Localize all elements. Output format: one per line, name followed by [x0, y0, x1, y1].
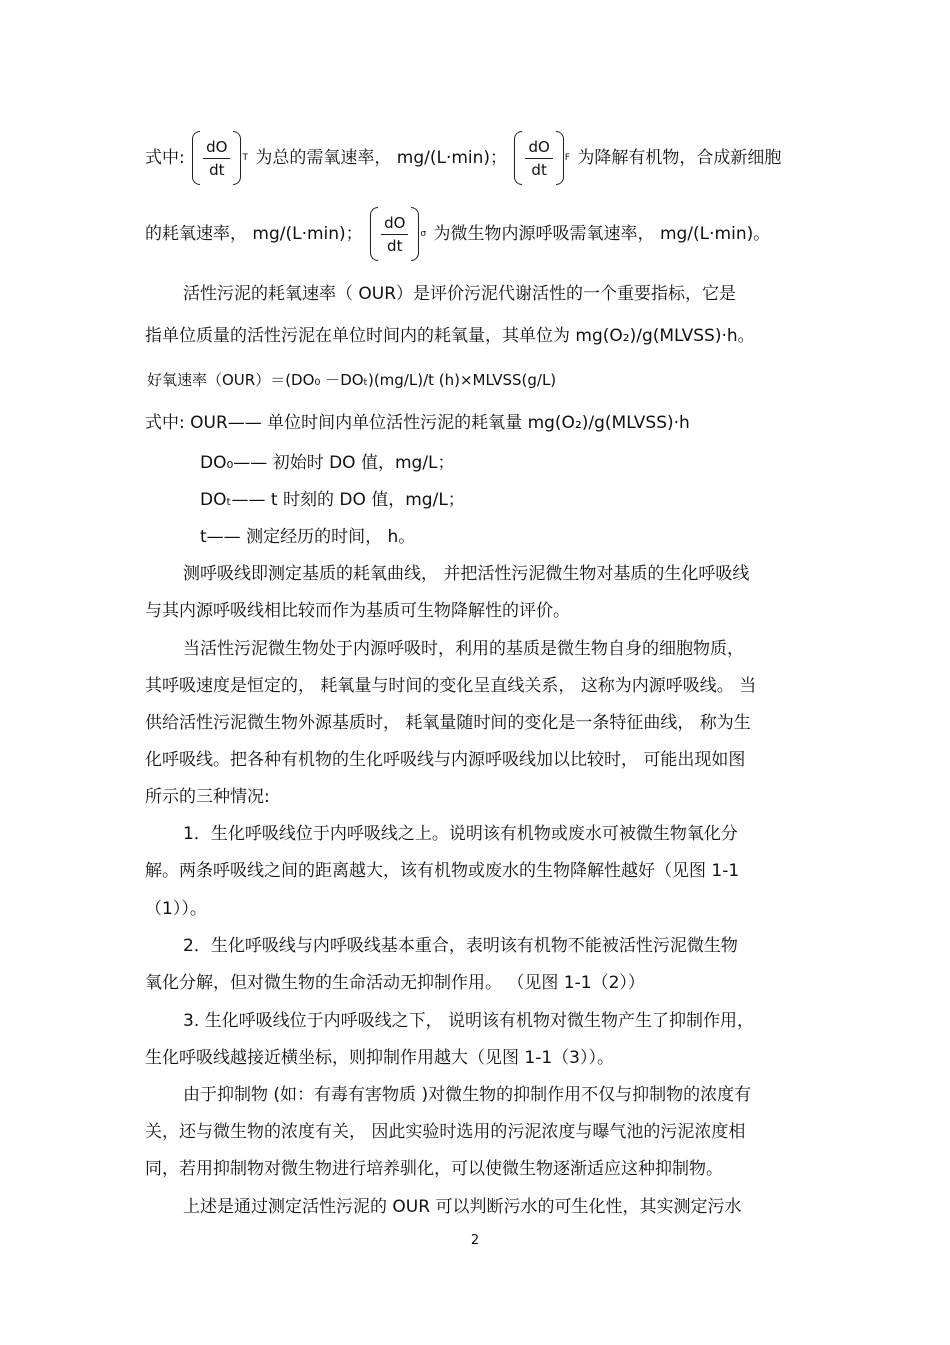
- fraction-numerator: dO: [525, 136, 552, 159]
- definition-line: t—— 测定经历的时间， h。: [200, 527, 416, 547]
- fraction-denominator: dt: [209, 160, 225, 179]
- fraction-numerator: dO: [203, 136, 230, 159]
- fraction-dO-dt-T: [192, 128, 248, 188]
- paragraph-line: 关，还与微生物的浓度有关， 因此实验时选用的污泥浓度与曝气池的污泥浓度相: [145, 1122, 746, 1142]
- paragraph-line: 化呼吸线。把各种有机物的生化呼吸线与内源呼吸线加以比较时， 可能出现如图: [145, 750, 746, 770]
- list-item-line: 1．生化呼吸线位于内呼吸线之上。说明该有机物或废水可被微生物氧化分: [183, 824, 738, 844]
- our-formula: 好氧速率（OUR）＝(DO₀ －DOₜ)(mg/L)/t (h)×MLVSS(g/L): [147, 371, 557, 389]
- paragraph-line: 活性污泥的耗氧速率（ OUR）是评价污泥代谢活性的一个重要指标，它是: [183, 284, 737, 304]
- paragraph-line: 指单位质量的活性污泥在单位时间内的耗氧量，其单位为 mg(O₂)/g(MLVSS)·h。: [145, 326, 755, 346]
- fraction-denominator: dt: [387, 236, 403, 255]
- list-item-line: 氧化分解，但对微生物的生命活动无抑制作用。 （见图 1-1（2））: [145, 973, 645, 993]
- paragraph-line: 其呼吸速度是恒定的， 耗氧量与时间的变化呈直线关系， 这称为内源呼吸线。 当: [145, 676, 757, 696]
- formula-note-line-1: [145, 128, 805, 188]
- note-text: 的耗氧速率， mg/(L·min)；: [145, 224, 363, 244]
- note-text: 为微生物内源呼吸需氧速率， mg/(L·min)。: [433, 224, 771, 244]
- note-prefix: 式中:: [145, 148, 185, 168]
- definition-line: 式中: OUR—— 单位时间内单位活性污泥的耗氧量 mg(O₂)/g(MLVSS)·h: [145, 413, 690, 433]
- paragraph-line: 所示的三种情况:: [145, 787, 270, 807]
- list-item-line: 生化呼吸线越接近横坐标，则抑制作用越大（见图 1-1（3））。: [145, 1048, 614, 1068]
- formula-note-line-2: [145, 204, 805, 264]
- fraction-numerator: dO: [381, 212, 408, 235]
- list-item-line: （1））。: [145, 899, 207, 919]
- list-item-line: 3. 生化呼吸线位于内呼吸线之下， 说明该有机物对微生物产生了抑制作用，: [183, 1011, 755, 1031]
- fraction-subscript: T: [242, 153, 248, 163]
- fraction-dO-dt-F: [514, 128, 570, 188]
- page-number: 2: [470, 1233, 480, 1248]
- paragraph-line: 由于抑制物 (如：有毒有害物质 )对微生物的抑制作用不仅与抑制物的浓度有: [183, 1085, 752, 1105]
- fraction-subscript: F: [564, 153, 570, 163]
- paragraph-line: 测呼吸线即测定基质的耗氧曲线， 并把活性污泥微生物对基质的生化呼吸线: [183, 564, 750, 584]
- fraction-subscript: σ: [420, 229, 427, 239]
- note-text: 为降解有机物，合成新细胞: [577, 148, 782, 168]
- paragraph-line: 与其内源呼吸线相比较而作为基质可生物降解性的评价。: [145, 601, 570, 621]
- paragraph-line: 同，若用抑制物对微生物进行培养驯化，可以使微生物逐渐适应这种抑制物。: [145, 1159, 723, 1179]
- paragraph-line: 当活性污泥微生物处于内源呼吸时，利用的基质是微生物自身的细胞物质，: [183, 639, 744, 659]
- list-item-line: 2．生化呼吸线与内呼吸线基本重合，表明该有机物不能被活性污泥微生物: [183, 936, 738, 956]
- fraction-denominator: dt: [531, 160, 547, 179]
- list-item-line: 解。两条呼吸线之间的距离越大，该有机物或废水的生物降解性越好（见图 1-1: [145, 861, 740, 881]
- note-text: 为总的需氧速率， mg/(L·min)；: [255, 148, 508, 168]
- fraction-dO-dt-sigma: [370, 204, 426, 264]
- definition-line: DOₜ—— t 时刻的 DO 值，mg/L；: [200, 490, 465, 510]
- paragraph-line: 供给活性污泥微生物外源基质时， 耗氧量随时间的变化是一条特征曲线， 称为生: [145, 713, 751, 733]
- definition-line: DO₀—— 初始时 DO 值，mg/L；: [200, 453, 455, 473]
- paragraph-line: 上述是通过测定活性污泥的 OUR 可以判断污水的可生化性，其实测定污水: [183, 1197, 742, 1217]
